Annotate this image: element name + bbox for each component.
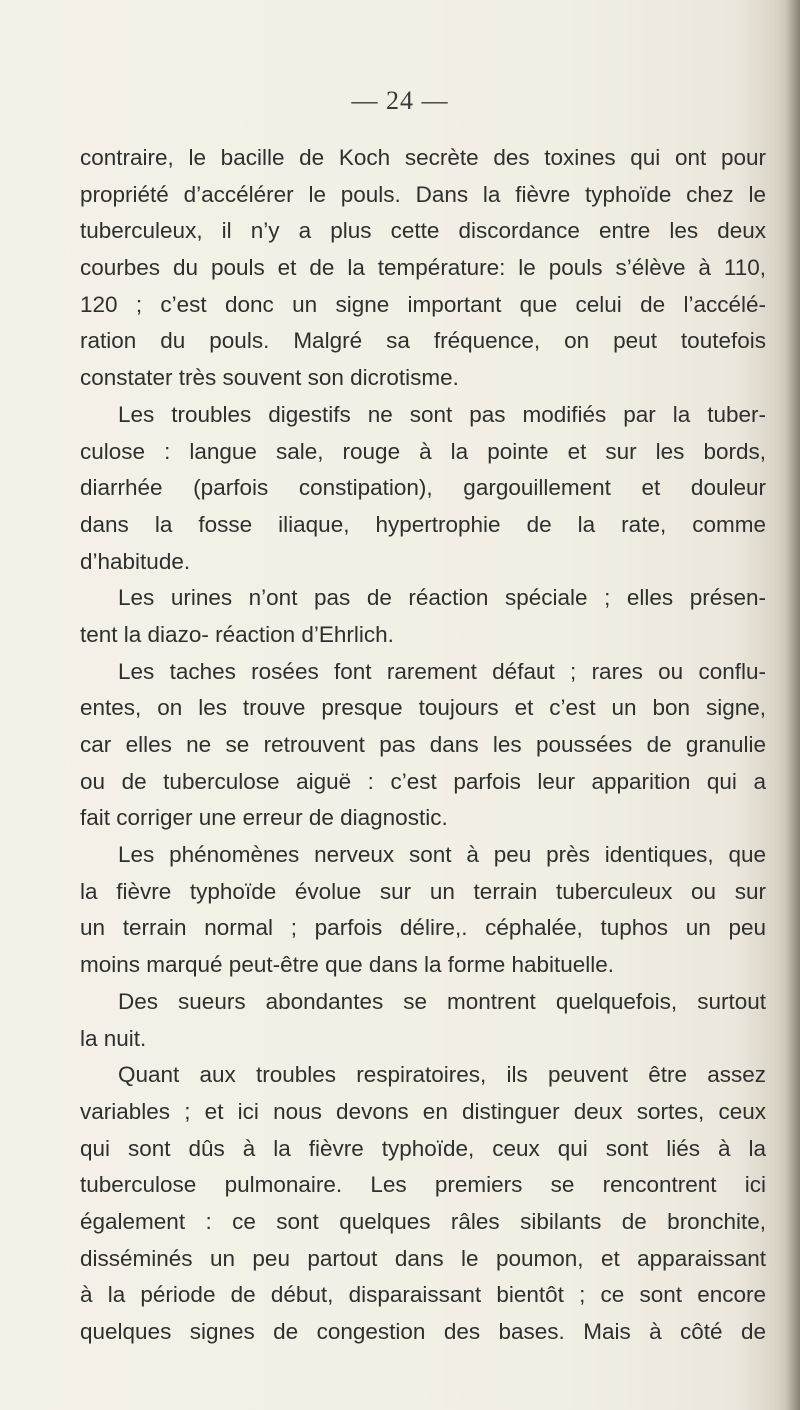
text-line: ration du pouls. Malgré sa fréquence, on peut toutefois [80, 328, 766, 354]
text-line: un terrain normal ; parfois délire,. céphalée, tuphos un peu [80, 915, 766, 941]
text-line: contraire, le bacille de Koch secrète des toxines qui ont pour [80, 145, 766, 170]
text-line: car elles ne se retrouvent pas dans les poussées de granulie [80, 732, 766, 757]
text-line: disséminés un peu partout dans le poumon, et apparaissant [80, 1245, 766, 1271]
text-line: propriété d’accélérer le pouls. Dans la fièvre typhoïde chez le [80, 181, 766, 207]
text-line: variables ; et ici nous devons en distinguer deux sortes, ceux [80, 1098, 766, 1124]
text-line: d’habitude. [80, 548, 191, 574]
text-line: culose : langue sale, rouge à la pointe et sur les bords, [80, 438, 766, 464]
text-line: diarrhée (parfois constipation), gargouillement et douleur [80, 475, 766, 501]
text-line: dans la fosse iliaque, hypertrophie de la rate, comme [80, 511, 766, 537]
text-line: moins marqué peut-être que dans la forme habituelle. [80, 952, 615, 978]
text-line: tuberculeux, il n’y a plus cette discordance entre les deux [80, 218, 766, 244]
page-number: — 24 — [351, 86, 449, 115]
text-line: la nuit. [80, 1025, 147, 1051]
text-line: qui sont dûs à la fièvre typhoïde, ceux qui sont liés à la [80, 1135, 766, 1161]
text-line: Les troubles digestifs ne sont pas modifiés par la tuber- [118, 401, 766, 427]
text-line: tent la diazo- réaction d’Ehrlich. [80, 621, 394, 647]
text-line: Les urines n’ont pas de réaction spéciale ; elles présen- [118, 585, 766, 611]
text-line: constater très souvent son dicrotisme. [80, 365, 459, 391]
text-line: Des sueurs abondantes se montrent quelquefois, surtout [118, 988, 766, 1014]
text-line: la fièvre typhoïde évolue sur un terrain tuberculeux ou sur [80, 878, 766, 904]
text-line: courbes du pouls et de la température: le pouls s’élève à 110, [80, 255, 766, 281]
text-line: fait corriger une erreur de diagnostic. [80, 805, 448, 831]
text-line: Les phénomènes nerveux sont à peu près identiques, que [118, 842, 766, 868]
text-line: ou de tuberculose aiguë : c’est parfois leur apparition qui a [80, 768, 766, 794]
text-line: également : ce sont quelques râles sibilants de bronchite, [80, 1208, 766, 1234]
text-line: quelques signes de congestion des bases. Mais à côté de [80, 1319, 766, 1344]
text-line: à la période de début, disparaissant bientôt ; ce sont encore [80, 1282, 766, 1308]
text-line: Les taches rosées font rarement défaut ; rares ou conflu- [118, 658, 766, 684]
body-text [80, 140, 766, 1351]
page-edge-shadow [786, 0, 800, 1410]
text-line: 120 ; c’est donc un signe important que celui de l’accélé- [80, 291, 766, 317]
text-line: entes, on les trouve presque toujours et c’est un bon signe, [80, 695, 766, 721]
text-line: tuberculose pulmonaire. Les premiers se rencontrent ici [80, 1172, 766, 1198]
text-line: Quant aux troubles respiratoires, ils peuvent être assez [118, 1062, 766, 1088]
